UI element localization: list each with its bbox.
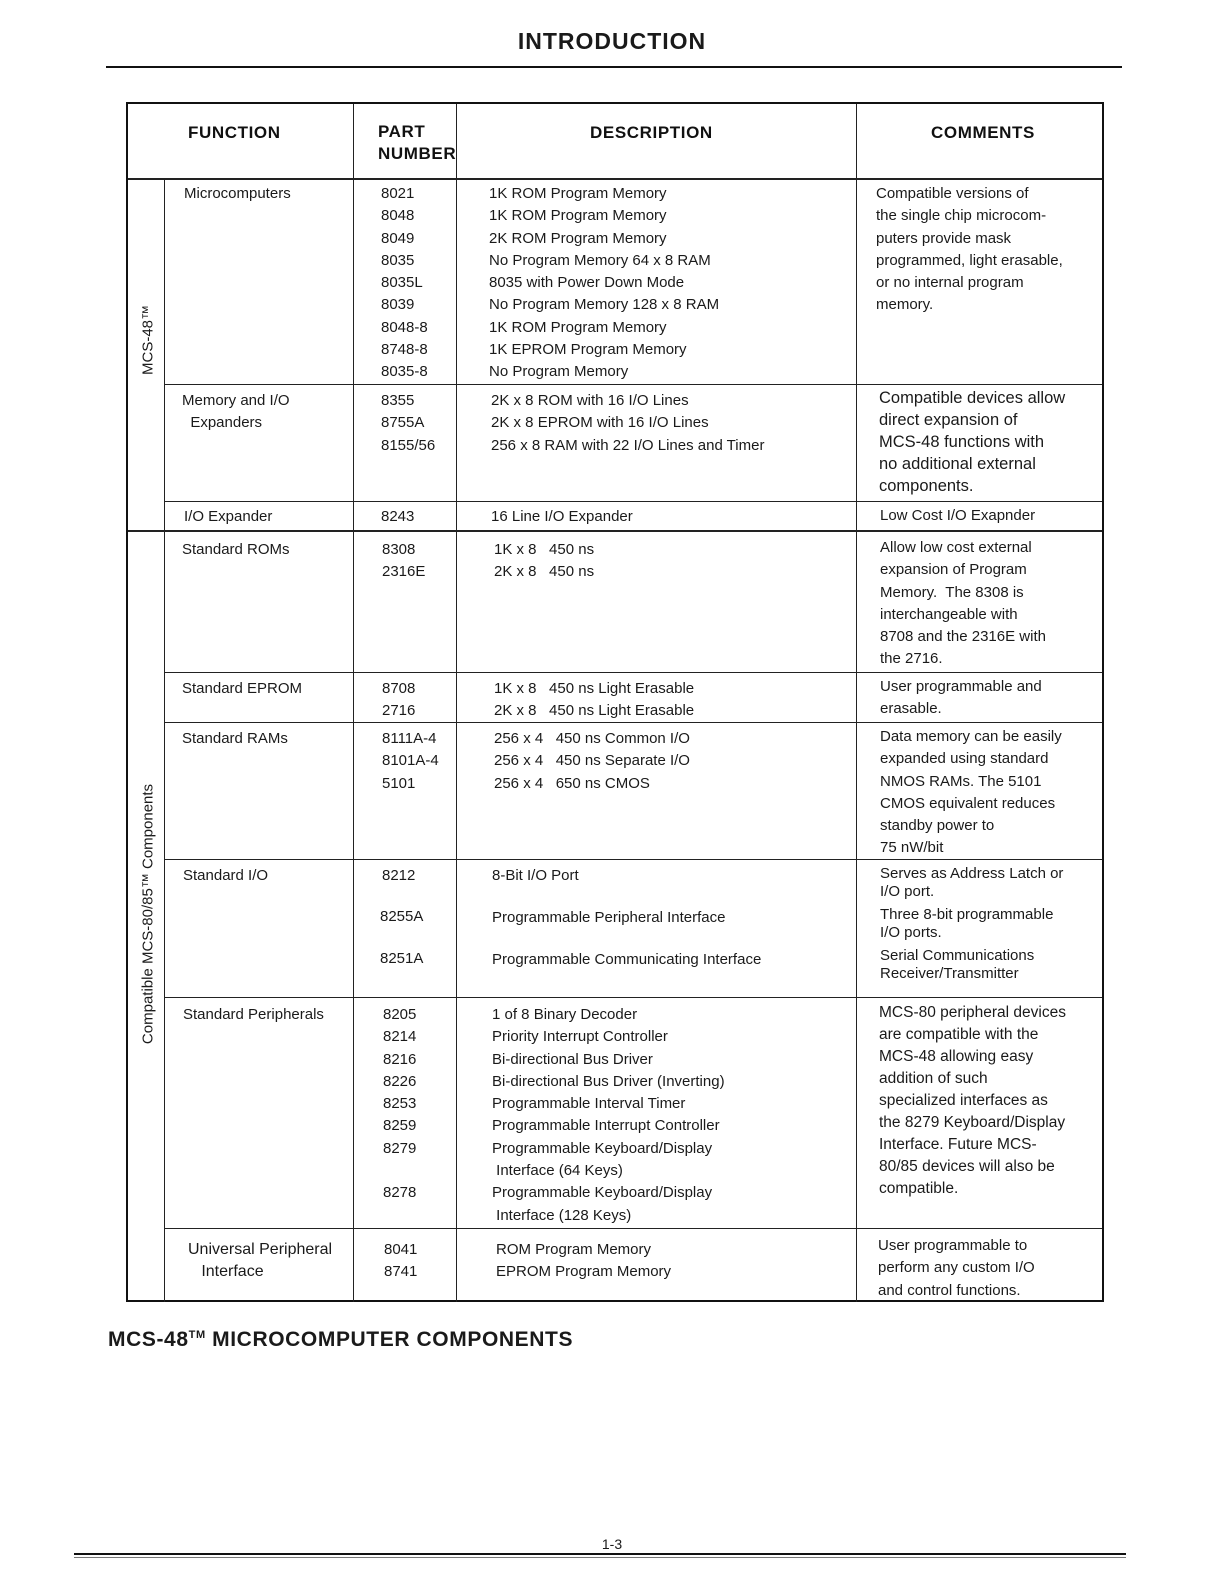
- function-cell: Standard EPROM: [182, 680, 303, 697]
- column-header-function: FUNCTION: [188, 123, 281, 142]
- comments-cell: Data memory can be easily expanded using standard NMOS RAMs. The 5101 CMOS equivalent reduces standby power to 75 nW/bit: [880, 728, 1062, 857]
- function-column-divider: [353, 104, 354, 1302]
- function-cell: Memory and I/O Expanders: [182, 392, 290, 432]
- row-divider: [164, 672, 1102, 673]
- comments-cell: Compatible versions of the single chip microcom- puters provide mask programmed, light erasable, or no internal program memory.: [876, 185, 1063, 314]
- function-cell: Microcomputers: [184, 185, 291, 202]
- function-cell: Standard ROMs: [182, 541, 290, 558]
- header-rule: [106, 66, 1122, 68]
- function-cell: I/O Expander: [184, 508, 273, 525]
- comments-cell: Serves as Address Latch or I/O port.: [880, 865, 1064, 900]
- part-number-cell: 8708 2716: [382, 680, 416, 720]
- description-column-divider: [856, 104, 857, 1302]
- function-cell: Standard I/O: [183, 867, 269, 884]
- part-number-cell: 8205 8214 8216 8226 8253 8259 8279 8278: [383, 1006, 417, 1202]
- row-divider: [164, 1228, 1102, 1229]
- description-cell: 256 x 4 450 ns Common I/O 256 x 4 450 ns Separate I/O 256 x 4 650 ns CMOS: [494, 730, 690, 792]
- comments-cell: User programmable and erasable.: [880, 678, 1042, 718]
- description-cell: 1 of 8 Binary Decoder Priority Interrupt Controller Bi-directional Bus Driver Bi-directional Bus Driver (Inverting) Programmable Interval Timer Programmable Interrupt Controller Programmable Keyboard/Display Interface (64 Keys) Programmable Keyboard/Display Interface (128 Keys): [492, 1006, 725, 1224]
- part-number-cell: 8111A-4 8101A-4 5101: [382, 730, 439, 792]
- description-cell: 8-Bit I/O Port: [492, 867, 579, 884]
- footer-rule-secondary: [74, 1557, 1126, 1558]
- function-cell: Standard Peripherals: [183, 1006, 324, 1023]
- comments-cell: MCS-80 peripheral devices are compatible with the MCS-48 allowing easy addition of such specialized interfaces as the 8279 Keyboard/Display Interface. Future MCS- 80/85 devices will also be compatible.: [879, 1004, 1066, 1197]
- comments-cell: Serial Communications Receiver/Transmitter: [880, 947, 1035, 982]
- page-title: INTRODUCTION: [517, 28, 707, 54]
- function-cell: Universal Peripheral Interface: [188, 1241, 333, 1281]
- description-cell: Programmable Communicating Interface: [492, 951, 762, 968]
- row-divider: [164, 501, 1102, 502]
- group-label-mcs48: MCS-48™: [139, 304, 157, 376]
- group-label-compatible-components: Compatible MCS-80/85™ Components: [139, 783, 157, 1045]
- column-header-comments: COMMENTS: [931, 123, 1035, 142]
- part-number-cell: 8308 2316E: [382, 541, 426, 581]
- group-column-divider: [164, 178, 165, 1302]
- row-divider: [164, 997, 1102, 998]
- description-cell: 1K ROM Program Memory 1K ROM Program Memory 2K ROM Program Memory No Program Memory 64 x 8 RAM 8035 with Power Down Mode No Program Memory 128 x 8 RAM 1K ROM Program Memory 1K EPROM Program Memory No Program Memory: [489, 185, 720, 381]
- row-divider: [164, 384, 1102, 385]
- components-table: [126, 102, 1104, 1302]
- function-cell: Standard RAMs: [182, 730, 288, 747]
- comments-cell: Three 8-bit programmable I/O ports.: [880, 906, 1054, 941]
- section-title: MCS-48™ MICROCOMPUTER COMPONENTS: [108, 1328, 574, 1351]
- part-number-cell: 8255A: [380, 908, 424, 925]
- comments-cell: Allow low cost external expansion of Program Memory. The 8308 is interchangeable with 8708 and the 2316E with the 2716.: [880, 539, 1046, 668]
- part-column-divider: [456, 104, 457, 1302]
- comments-cell: Low Cost I/O Exapnder: [880, 507, 1036, 524]
- footer-rule: [74, 1553, 1126, 1555]
- column-header-description: DESCRIPTION: [590, 123, 713, 142]
- part-number-cell: 8021 8048 8049 8035 8035L 8039 8048-8 8748-8 8035-8: [381, 185, 428, 381]
- column-header-part-number: PART NUMBER: [378, 122, 457, 163]
- page-number: 1-3: [601, 1536, 623, 1552]
- description-cell: 1K x 8 450 ns 2K x 8 450 ns: [494, 541, 595, 581]
- part-number-cell: 8355 8755A 8155/56: [381, 392, 436, 454]
- comments-cell: Compatible devices allow direct expansion of MCS-48 functions with no additional external components.: [879, 389, 1066, 495]
- part-number-cell: 8251A: [380, 950, 424, 967]
- comments-cell: User programmable to perform any custom I/O and control functions.: [878, 1237, 1035, 1299]
- part-number-cell: 8041 8741: [384, 1241, 418, 1281]
- description-cell: 16 Line I/O Expander: [491, 508, 633, 525]
- group-divider: [128, 530, 1102, 532]
- description-cell: Programmable Peripheral Interface: [492, 909, 726, 926]
- description-cell: 1K x 8 450 ns Light Erasable 2K x 8 450 ns Light Erasable: [494, 680, 695, 720]
- part-number-cell: 8243: [381, 508, 415, 525]
- part-number-cell: 8212: [382, 867, 416, 884]
- header-row-divider: [128, 178, 1102, 180]
- description-cell: ROM Program Memory EPROM Program Memory: [496, 1241, 672, 1281]
- description-cell: 2K x 8 ROM with 16 I/O Lines 2K x 8 EPROM with 16 I/O Lines 256 x 8 RAM with 22 I/O Lines and Timer: [491, 392, 765, 454]
